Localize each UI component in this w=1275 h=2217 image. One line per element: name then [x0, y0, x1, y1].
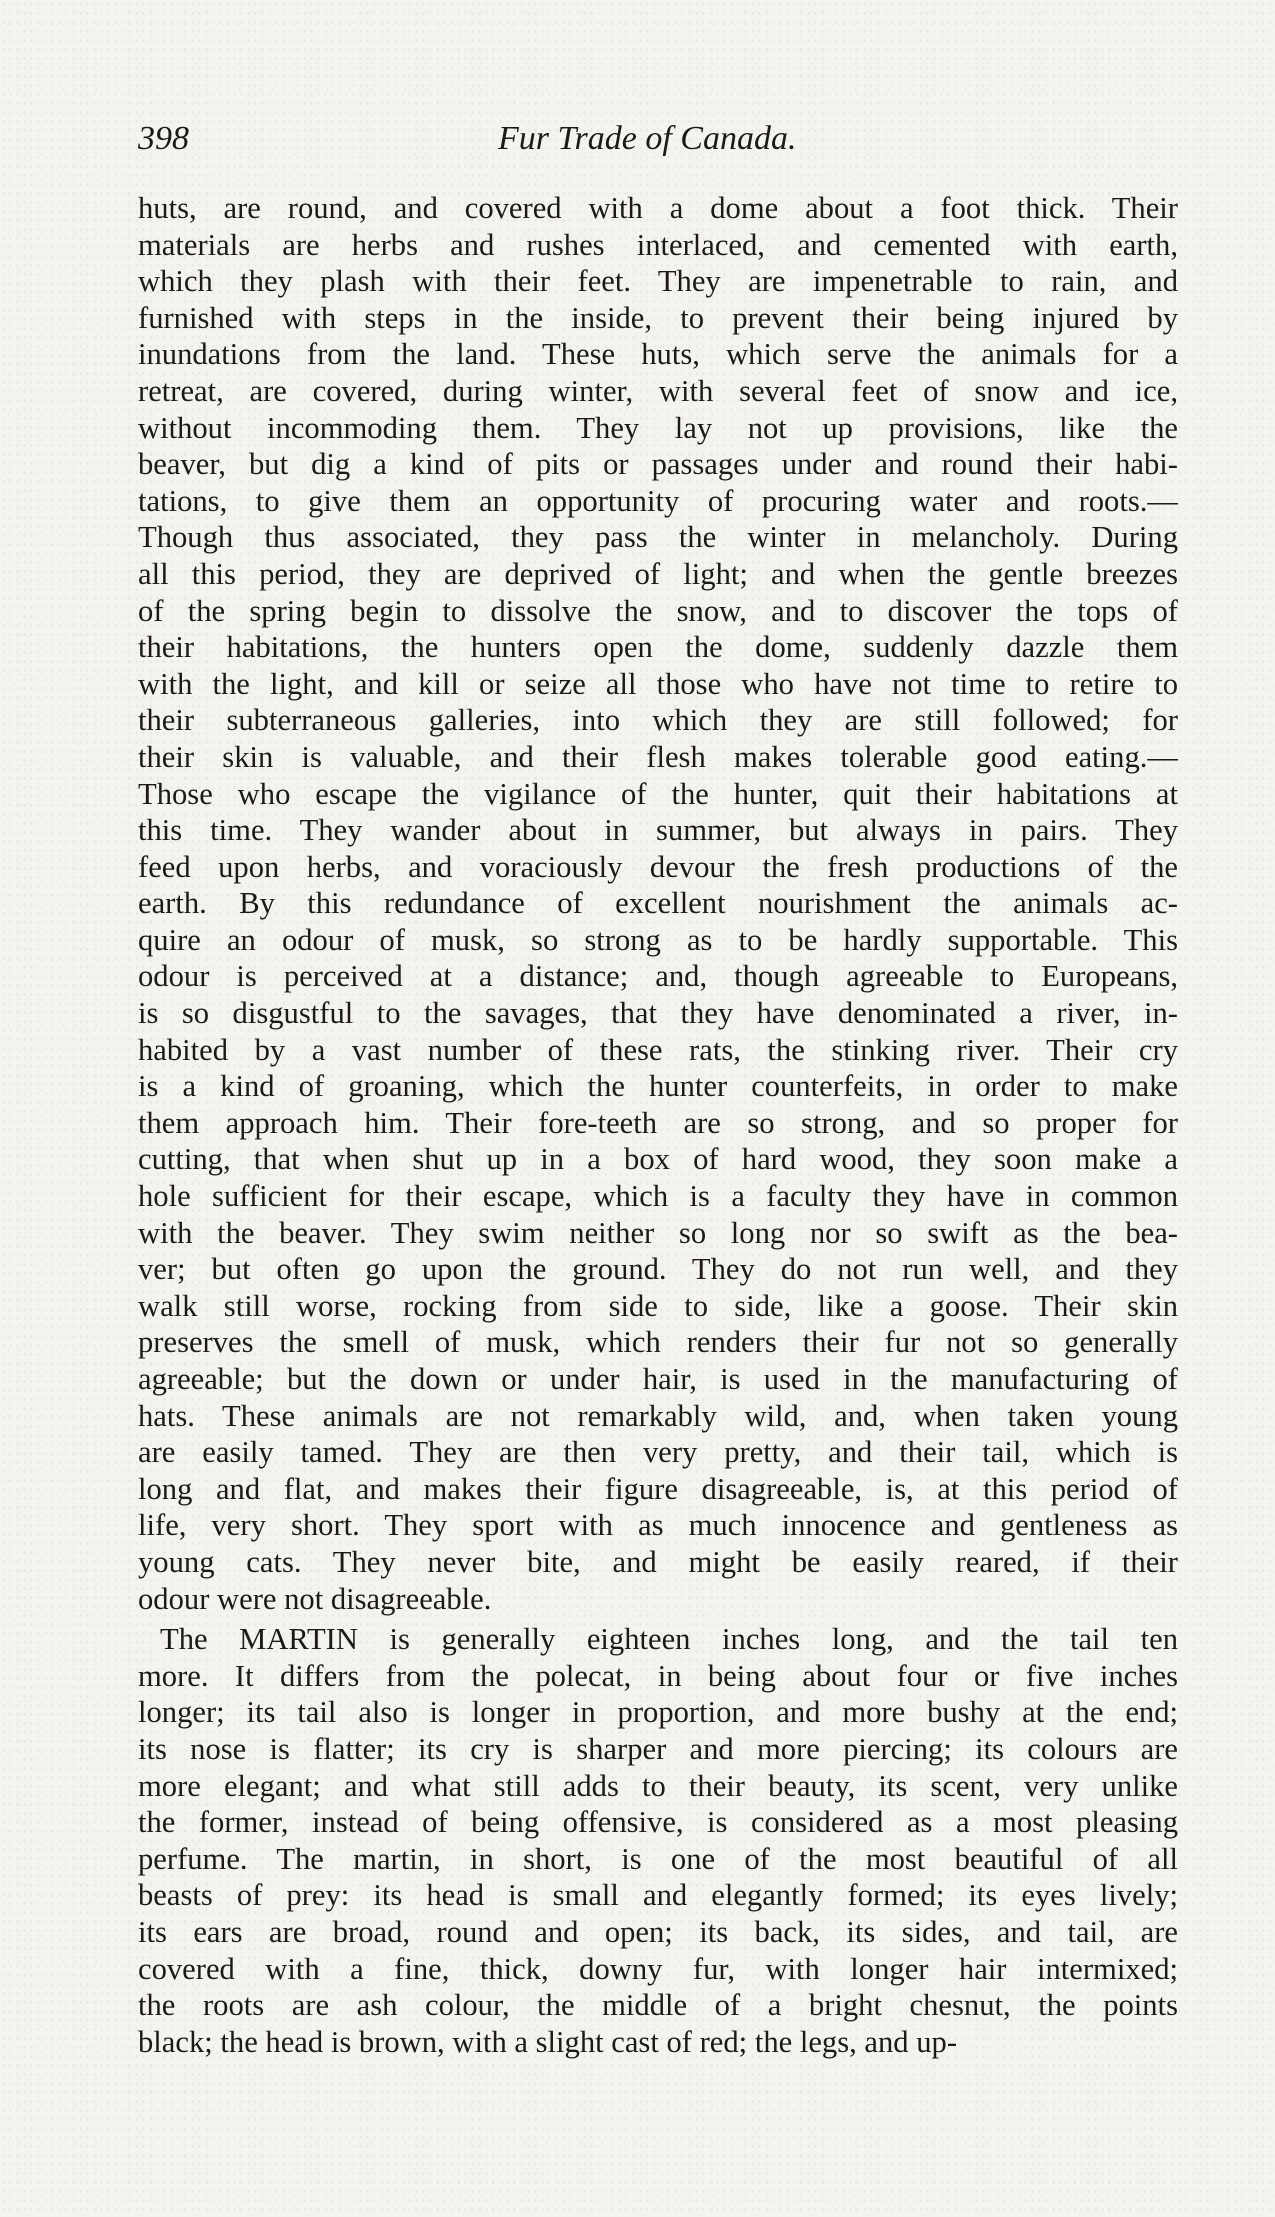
text-line: its ears are broad, round and open; its back, its sides, and tail, are	[138, 1914, 1178, 1949]
text-line: of the spring begin to dissolve the snow, and to discover the tops of	[138, 593, 1178, 628]
running-title: Fur Trade of Canada.	[498, 120, 797, 157]
text-line: Though thus associated, they pass the winter in melancholy. During	[138, 520, 1178, 555]
text-line: without incommoding them. They lay not up provisions, like the	[138, 410, 1178, 445]
text-line: quire an odour of musk, so strong as to be hardly supportable. This	[138, 922, 1178, 957]
text-line: are easily tamed. They are then very pretty, and their tail, which is	[138, 1435, 1178, 1470]
text-line: hole sufficient for their escape, which is a faculty they have in common	[138, 1179, 1178, 1214]
text-line: odour were not disagreeable.	[138, 1581, 492, 1616]
text-line: the roots are ash colour, the middle of a bright chesnut, the points	[138, 1988, 1178, 2023]
text-line: covered with a fine, thick, downy fur, with longer hair intermixed;	[138, 1951, 1178, 1986]
text-line: beaver, but dig a kind of pits or passages under and round their habi-	[138, 447, 1178, 482]
text-line: is so disgustful to the savages, that they have denominated a river, in-	[138, 996, 1178, 1031]
text-line: their skin is valuable, and their flesh makes tolerable good eating.—	[138, 739, 1178, 774]
text-line: Those who escape the vigilance of the hunter, quit their habitations at	[138, 776, 1178, 811]
text-line: walk still worse, rocking from side to side, like a goose. Their skin	[138, 1288, 1178, 1323]
text-line: cutting, that when shut up in a box of hard wood, they soon make a	[138, 1142, 1178, 1177]
text-line: which they plash with their feet. They are impenetrable to rain, and	[138, 264, 1178, 299]
text-line: long and flat, and makes their figure disagreeable, is, at this period of	[138, 1471, 1178, 1506]
text-line: is a kind of groaning, which the hunter counterfeits, in order to make	[138, 1069, 1178, 1104]
text-line: tations, to give them an opportunity of procuring water and roots.—	[138, 483, 1178, 518]
text-line: preserves the smell of musk, which renders their fur not so generally	[138, 1325, 1178, 1360]
text-line: earth. By this redundance of excellent nourishment the animals ac-	[138, 886, 1178, 921]
text-line: agreeable; but the down or under hair, is used in the manufacturing of	[138, 1362, 1178, 1396]
text-line: all this period, they are deprived of light; and when the gentle breezes	[138, 556, 1178, 591]
page-number: 398	[138, 120, 189, 157]
text-line: materials are herbs and rushes interlaced, and cemented with earth,	[138, 227, 1178, 262]
text-line: inundations from the land. These huts, which serve the animals for a	[138, 337, 1178, 372]
text-line: with the beaver. They swim neither so long nor so swift as the bea-	[138, 1215, 1178, 1250]
text-line: furnished with steps in the inside, to prevent their being injured by	[138, 300, 1178, 335]
text-line: its nose is flatter; its cry is sharper and more piercing; its colours are	[138, 1731, 1178, 1766]
paragraph-muskrat	[138, 190, 1178, 1617]
text-line: perfume. The martin, in short, is one of the most beautiful of all	[138, 1841, 1178, 1876]
text-line: life, very short. They sport with as much innocence and gentleness as	[138, 1508, 1178, 1543]
text-line: beasts of prey: its head is small and elegantly formed; its eyes lively;	[138, 1878, 1178, 1913]
text-line: odour is perceived at a distance; and, though agreeable to Europeans,	[138, 959, 1178, 994]
text-line: young cats. They never bite, and might be easily reared, if their	[138, 1544, 1178, 1579]
text-line: their subterraneous galleries, into which they are still followed; for	[138, 703, 1178, 738]
text-line: hats. These animals are not remarkably wild, and, when taken young	[138, 1398, 1178, 1433]
text-line: this time. They wander about in summer, but always in pairs. They	[138, 813, 1178, 848]
text-line: more. It differs from the polecat, in being about four or five inches	[138, 1658, 1178, 1693]
text-line: black; the head is brown, with a slight cast of red; the legs, and up-	[138, 2024, 958, 2059]
body-text	[138, 190, 1178, 2060]
text-line: feed upon herbs, and voraciously devour the fresh productions of the	[138, 849, 1178, 884]
text-line: longer; its tail also is longer in proportion, and more bushy at the end;	[138, 1695, 1178, 1730]
text-line: The MARTIN is generally eighteen inches long, and the tail ten	[160, 1622, 1178, 1657]
paragraph-martin	[138, 1621, 1178, 2060]
text-line: retreat, are covered, during winter, with several feet of snow and ice,	[138, 373, 1178, 408]
text-line: the former, instead of being offensive, is considered as a most pleasing	[138, 1805, 1178, 1840]
page-header	[138, 120, 1178, 180]
text-line: more elegant; and what still adds to their beauty, its scent, very unlike	[138, 1768, 1178, 1803]
text-line: habited by a vast number of these rats, the stinking river. Their cry	[138, 1032, 1178, 1067]
text-line: them approach him. Their fore-teeth are so strong, and so proper for	[138, 1105, 1178, 1140]
book-page	[138, 120, 1178, 2060]
text-line: ver; but often go upon the ground. They do not run well, and they	[138, 1252, 1178, 1287]
text-line: their habitations, the hunters open the dome, suddenly dazzle them	[138, 630, 1178, 665]
text-line: huts, are round, and covered with a dome about a foot thick. Their	[138, 191, 1178, 225]
text-line: with the light, and kill or seize all those who have not time to retire to	[138, 666, 1178, 701]
